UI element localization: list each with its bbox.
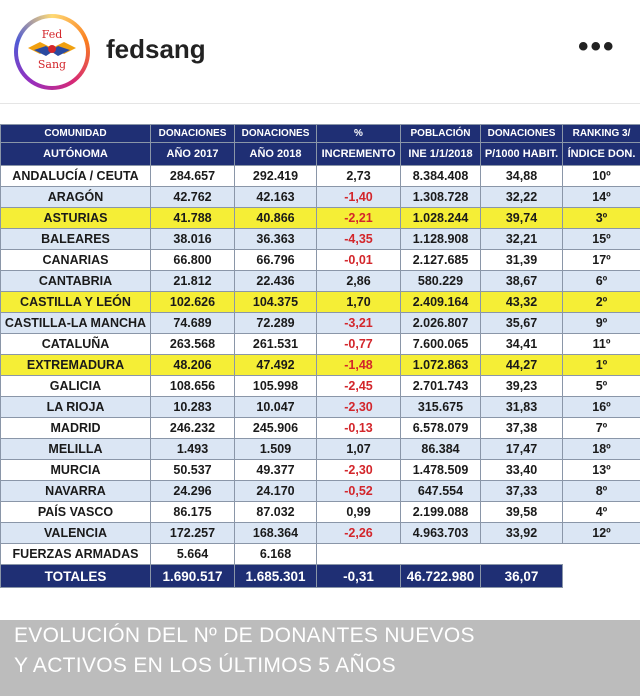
cell-population: 315.675	[401, 397, 481, 418]
cell-d2017: 66.800	[151, 250, 235, 271]
cell-d2018: 66.796	[235, 250, 317, 271]
cell-d2018: 261.531	[235, 334, 317, 355]
post-header	[0, 0, 640, 104]
cell-name: CASTILLA Y LEÓN	[1, 292, 151, 313]
cell-increment: -2,30	[317, 397, 401, 418]
avatar[interactable]	[14, 14, 90, 90]
cell-name: BALEARES	[1, 229, 151, 250]
cell-increment: -0,31	[317, 565, 401, 588]
empty-cell	[317, 544, 640, 565]
cell-increment: 1,70	[317, 292, 401, 313]
cell-d2017: 5.664	[151, 544, 235, 565]
column-header: INE 1/1/2018	[401, 143, 481, 166]
table-body	[1, 166, 640, 544]
cell-increment: -0,01	[317, 250, 401, 271]
cell-ranking: 1º	[563, 355, 640, 376]
cell-ranking: 4º	[563, 502, 640, 523]
cell-population: 2.409.164	[401, 292, 481, 313]
cell-per-thousand: 32,22	[481, 187, 563, 208]
cell-ranking: 6º	[563, 271, 640, 292]
svg-text:Fed: Fed	[41, 28, 63, 41]
cell-name: ANDALUCÍA / CEUTA	[1, 166, 151, 187]
cell-d2017: 1.493	[151, 439, 235, 460]
cell-ranking: 12º	[563, 523, 640, 544]
cell-d2018: 22.436	[235, 271, 317, 292]
table-header-row-bottom	[1, 143, 640, 166]
cell-ranking: 16º	[563, 397, 640, 418]
table-row	[1, 502, 640, 523]
cell-d2018: 42.163	[235, 187, 317, 208]
cell-ranking: 14º	[563, 187, 640, 208]
cell-d2018: 105.998	[235, 376, 317, 397]
column-header: %	[317, 125, 401, 143]
cell-increment: 0,99	[317, 502, 401, 523]
table-row-totals	[1, 565, 640, 588]
cell-d2018: 40.866	[235, 208, 317, 229]
cell-d2018: 245.906	[235, 418, 317, 439]
table-row	[1, 229, 640, 250]
cell-increment: -2,26	[317, 523, 401, 544]
cell-ranking: 13º	[563, 460, 640, 481]
donations-table	[0, 124, 640, 588]
cell-name: MELILLA	[1, 439, 151, 460]
empty-cell	[563, 565, 640, 588]
cell-name: VALENCIA	[1, 523, 151, 544]
cell-ranking: 17º	[563, 250, 640, 271]
cell-d2017: 172.257	[151, 523, 235, 544]
cell-per-thousand: 44,27	[481, 355, 563, 376]
cell-ranking: 7º	[563, 418, 640, 439]
cell-d2017: 10.283	[151, 397, 235, 418]
cell-name: MURCIA	[1, 460, 151, 481]
cell-d2017: 41.788	[151, 208, 235, 229]
table-row	[1, 397, 640, 418]
cell-ranking: 8º	[563, 481, 640, 502]
cell-per-thousand: 36,07	[481, 565, 563, 588]
cell-d2018: 10.047	[235, 397, 317, 418]
cell-d2018: 6.168	[235, 544, 317, 565]
cell-increment: -3,21	[317, 313, 401, 334]
cell-population: 2.026.807	[401, 313, 481, 334]
column-header: DONACIONES	[235, 125, 317, 143]
cell-name: CATALUÑA	[1, 334, 151, 355]
cell-d2017: 86.175	[151, 502, 235, 523]
cell-d2017: 21.812	[151, 271, 235, 292]
table-row	[1, 208, 640, 229]
banner-title-line-1: EVOLUCIÓN DEL Nº DE DONANTES NUEVOS	[14, 624, 475, 647]
cell-increment: 2,86	[317, 271, 401, 292]
table-row	[1, 292, 640, 313]
cell-ranking: 3º	[563, 208, 640, 229]
cell-increment: -2,45	[317, 376, 401, 397]
cell-d2017: 74.689	[151, 313, 235, 334]
column-header: DONACIONES	[151, 125, 235, 143]
cell-increment: -4,35	[317, 229, 401, 250]
cell-per-thousand: 34,41	[481, 334, 563, 355]
cell-increment: -0,52	[317, 481, 401, 502]
cell-d2017: 38.016	[151, 229, 235, 250]
cell-ranking: 10º	[563, 166, 640, 187]
username[interactable]: fedsang	[106, 34, 206, 64]
cell-population: 46.722.980	[401, 565, 481, 588]
column-header: INCREMENTO	[317, 143, 401, 166]
table-row	[1, 334, 640, 355]
table-row-fuerzas	[1, 544, 640, 565]
cell-increment: -0,77	[317, 334, 401, 355]
column-header: ÍNDICE DON.	[563, 143, 640, 166]
cell-name: LA RIOJA	[1, 397, 151, 418]
cell-ranking: 5º	[563, 376, 640, 397]
cell-d2017: 246.232	[151, 418, 235, 439]
cell-population: 1.028.244	[401, 208, 481, 229]
cell-name: GALICIA	[1, 376, 151, 397]
cell-population: 647.554	[401, 481, 481, 502]
cell-population: 1.128.908	[401, 229, 481, 250]
cell-per-thousand: 38,67	[481, 271, 563, 292]
cell-per-thousand: 33,92	[481, 523, 563, 544]
cell-ranking: 15º	[563, 229, 640, 250]
column-header: COMUNIDAD	[1, 125, 151, 143]
table-row	[1, 313, 640, 334]
cell-d2017: 263.568	[151, 334, 235, 355]
cell-per-thousand: 17,47	[481, 439, 563, 460]
cell-per-thousand: 39,58	[481, 502, 563, 523]
cell-d2018: 36.363	[235, 229, 317, 250]
cell-name: PAÍS VASCO	[1, 502, 151, 523]
cell-d2018: 292.419	[235, 166, 317, 187]
column-header: RANKING 3/	[563, 125, 640, 143]
cell-d2017: 24.296	[151, 481, 235, 502]
cell-population: 8.384.408	[401, 166, 481, 187]
cell-increment: -1,48	[317, 355, 401, 376]
cell-per-thousand: 33,40	[481, 460, 563, 481]
cell-population: 2.127.685	[401, 250, 481, 271]
cell-ranking: 18º	[563, 439, 640, 460]
table-row	[1, 166, 640, 187]
cell-per-thousand: 43,32	[481, 292, 563, 313]
table-row	[1, 355, 640, 376]
cell-increment: 2,73	[317, 166, 401, 187]
cell-population: 86.384	[401, 439, 481, 460]
cell-per-thousand: 31,39	[481, 250, 563, 271]
cell-per-thousand: 37,33	[481, 481, 563, 502]
cell-increment: -0,13	[317, 418, 401, 439]
cell-per-thousand: 35,67	[481, 313, 563, 334]
svg-text:Sang: Sang	[37, 58, 67, 71]
cell-name: CASTILLA-LA MANCHA	[1, 313, 151, 334]
table-row	[1, 271, 640, 292]
cell-population: 1.308.728	[401, 187, 481, 208]
cell-d2017: 42.762	[151, 187, 235, 208]
cell-d2018: 72.289	[235, 313, 317, 334]
column-header: POBLACIÓN	[401, 125, 481, 143]
cell-per-thousand: 37,38	[481, 418, 563, 439]
cell-d2018: 47.492	[235, 355, 317, 376]
next-slide-banner	[0, 620, 640, 696]
cell-per-thousand: 31,83	[481, 397, 563, 418]
cell-population: 7.600.065	[401, 334, 481, 355]
cell-ranking: 11º	[563, 334, 640, 355]
cell-per-thousand: 39,74	[481, 208, 563, 229]
cell-d2018: 1.509	[235, 439, 317, 460]
banner-title-line-2: Y ACTIVOS EN LOS ÚLTIMOS 5 AÑOS	[14, 654, 396, 677]
cell-population: 1.072.863	[401, 355, 481, 376]
cell-d2017: 284.657	[151, 166, 235, 187]
cell-name: FUERZAS ARMADAS	[1, 544, 151, 565]
table-row	[1, 418, 640, 439]
cell-name: MADRID	[1, 418, 151, 439]
cell-population: 4.963.703	[401, 523, 481, 544]
cell-population: 2.199.088	[401, 502, 481, 523]
cell-population: 2.701.743	[401, 376, 481, 397]
table-row	[1, 250, 640, 271]
cell-name: CANTABRIA	[1, 271, 151, 292]
fedsang-logo	[18, 18, 86, 86]
cell-population: 1.478.509	[401, 460, 481, 481]
column-header: DONACIONES	[481, 125, 563, 143]
cell-name: ARAGÓN	[1, 187, 151, 208]
table-row	[1, 376, 640, 397]
table-row	[1, 523, 640, 544]
cell-d2018: 24.170	[235, 481, 317, 502]
cell-name: TOTALES	[1, 565, 151, 588]
cell-d2018: 104.375	[235, 292, 317, 313]
cell-per-thousand: 34,88	[481, 166, 563, 187]
cell-d2017: 102.626	[151, 292, 235, 313]
cell-per-thousand: 32,21	[481, 229, 563, 250]
cell-increment: -2,21	[317, 208, 401, 229]
cell-d2018: 87.032	[235, 502, 317, 523]
cell-name: NAVARRA	[1, 481, 151, 502]
cell-per-thousand: 39,23	[481, 376, 563, 397]
donations-table-image	[0, 124, 640, 588]
table-header-row-top	[1, 125, 640, 143]
cell-d2018: 1.685.301	[235, 565, 317, 588]
column-header: AUTÓNOMA	[1, 143, 151, 166]
cell-d2017: 1.690.517	[151, 565, 235, 588]
column-header: P/1000 HABIT.	[481, 143, 563, 166]
cell-d2017: 48.206	[151, 355, 235, 376]
cell-increment: 1,07	[317, 439, 401, 460]
cell-d2017: 108.656	[151, 376, 235, 397]
cell-ranking: 2º	[563, 292, 640, 313]
cell-d2017: 50.537	[151, 460, 235, 481]
cell-name: EXTREMADURA	[1, 355, 151, 376]
cell-population: 6.578.079	[401, 418, 481, 439]
cell-increment: -2,30	[317, 460, 401, 481]
table-row	[1, 460, 640, 481]
cell-d2018: 49.377	[235, 460, 317, 481]
more-horizontal-icon[interactable]: •••	[578, 30, 616, 63]
cell-name: CANARIAS	[1, 250, 151, 271]
column-header: AÑO 2018	[235, 143, 317, 166]
cell-d2018: 168.364	[235, 523, 317, 544]
cell-name: ASTURIAS	[1, 208, 151, 229]
table-row	[1, 439, 640, 460]
table-row	[1, 481, 640, 502]
column-header: AÑO 2017	[151, 143, 235, 166]
table-row	[1, 187, 640, 208]
cell-ranking: 9º	[563, 313, 640, 334]
cell-increment: -1,40	[317, 187, 401, 208]
cell-population: 580.229	[401, 271, 481, 292]
